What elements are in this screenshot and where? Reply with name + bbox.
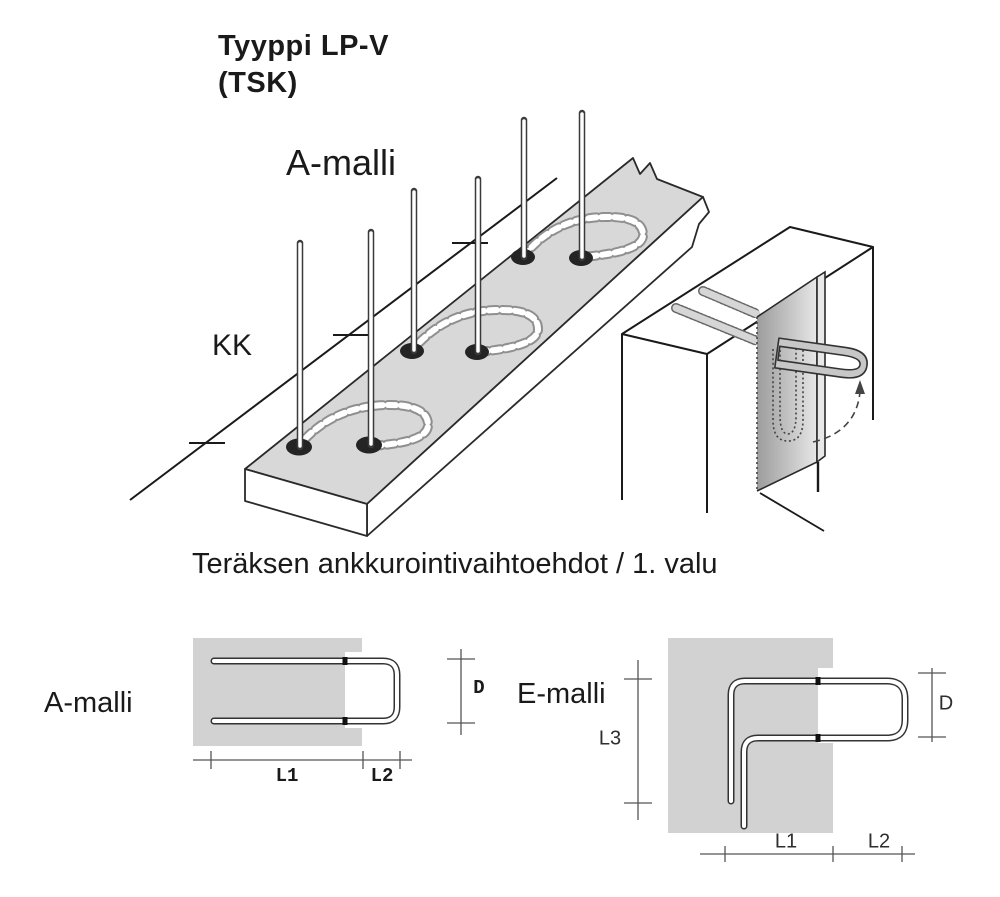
- detail-e-dim-d: D: [938, 692, 954, 715]
- page-title: [218, 28, 389, 102]
- detail-e-dim-l2: L2: [867, 830, 891, 853]
- detail-a-dim-l2: L2: [370, 765, 394, 787]
- kk-spacing-label: KK: [212, 329, 253, 362]
- detail-e-model-label: E-malli: [517, 678, 606, 710]
- page-title-line1: Tyyppi LP-V: [218, 30, 389, 62]
- detail-a-dim-l1: L1: [275, 765, 299, 787]
- joint-plate: [757, 272, 825, 531]
- detail-e-dim-l1: L1: [774, 830, 798, 853]
- page-title-line2: (TSK): [218, 67, 298, 99]
- caption-text: Teräksen ankkurointivaihtoehdot / 1. valu: [192, 548, 718, 580]
- detail-e-dim-l3: L3: [598, 727, 622, 750]
- iso-model-label: A-malli: [286, 142, 397, 183]
- detail-e-figure: [624, 638, 946, 862]
- detail-a-concrete: [193, 638, 362, 746]
- detail-a-dim-d: D: [473, 677, 485, 699]
- detail-a-figure: [193, 638, 475, 769]
- detail-a-model-label: A-malli: [44, 687, 133, 719]
